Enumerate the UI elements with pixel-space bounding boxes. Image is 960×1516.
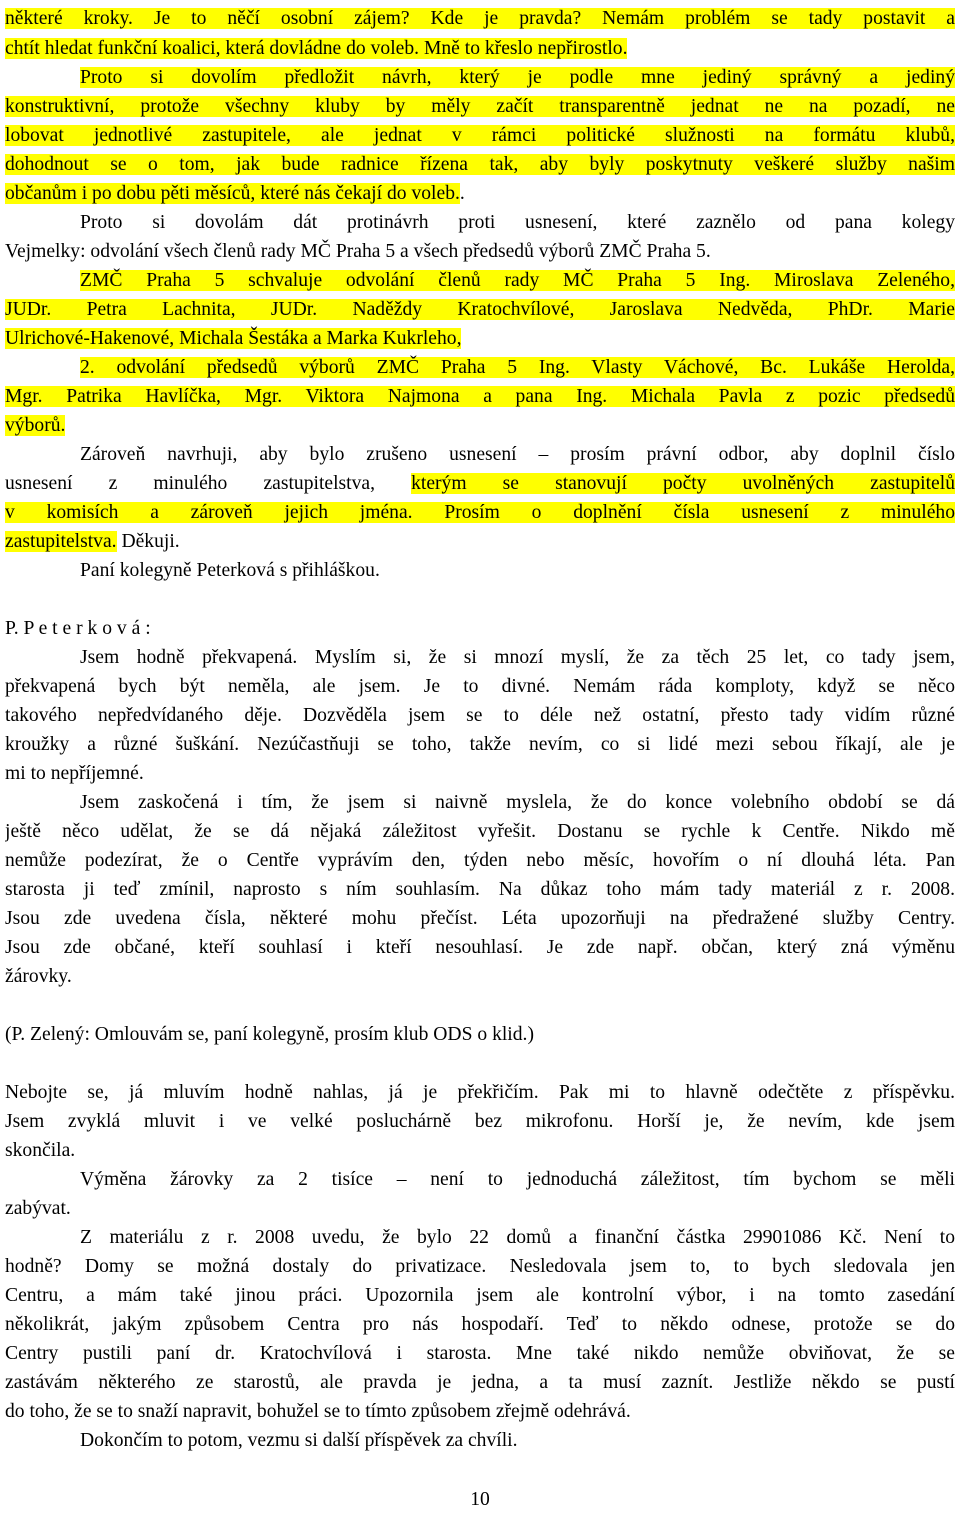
text-line [5, 1397, 955, 1427]
text-segment: Centry pustili paní dr. Kratochvílová i starosta. Mne také nikdo nemůže obviňovat, že se [5, 1343, 955, 1364]
text-segment: Jsem zaskočená i tím, že jsem si naivně myslela, že do konce volebního období se dá [80, 792, 955, 813]
text-segment: nemůže podezírat, že o Centře vyprávím den, týden nebo měsíc, hovořím o ní dlouhá léta. Pan [5, 850, 955, 871]
highlighted-text: v komisích a zároveň jejich jména. Prosím o doplnění čísla usnesení z minulého [5, 502, 955, 523]
text-segment: Paní kolegyně Peterková s přihláškou. [80, 560, 380, 581]
highlighted-text: některé kroky. Je to něčí osobní zájem? Kde je pravda? Nemám problém se tady postavit a [5, 8, 955, 29]
text-segment: (P. Zelený: Omlouvám se, paní kolegyně, prosím klub ODS o klid.) [5, 1024, 534, 1045]
text-segment: Jsou zde uvedena čísla, některé mohu přečíst. Léta upozorňuji na předražené služby Centry. [5, 908, 955, 929]
text-line [80, 266, 955, 296]
text-line [5, 759, 955, 789]
text-line [5, 498, 955, 528]
highlighted-text: Ulrichové-Hakenové, Michala Šestáka a Marka Kukrleho, [5, 328, 462, 349]
text-segment: . [459, 183, 465, 204]
text-line [80, 1223, 955, 1253]
text-segment: zabývat. [5, 1198, 71, 1219]
text-segment: do toho, že se to snaží napravit, bohužel se to tímto způsobem zřejmě odehrává. [5, 1401, 631, 1422]
highlighted-text: JUDr. Petra Lachnita, JUDr. Naděždy Kratochvílové, Jaroslava Nedvěda, PhDr. Marie [5, 299, 955, 320]
text-line [5, 962, 955, 992]
text-segment: starosta ji teď zmínil, naprosto s ním souhlasím. Na důkaz toho mám tady materiál z r. 2008. [5, 879, 955, 900]
text-line [5, 1194, 955, 1224]
text-line [5, 1107, 955, 1137]
text-line [5, 730, 955, 760]
text-line [80, 1426, 955, 1456]
highlighted-text: Mgr. Patrika Havlíčka, Mgr. Viktora Najmona a pana Ing. Michala Pavla z pozic předsedů [5, 386, 955, 407]
text-segment: žárovky. [5, 966, 72, 987]
text-segment: Zároveň navrhuji, aby bylo zrušeno usnesení – prosím právní odbor, aby doplnil číslo [80, 444, 955, 465]
highlighted-text: dohodnout se o tom, jak bude radnice řízena tak, aby byly poskytnuty veškeré služby našim [5, 154, 955, 175]
text-line [5, 1252, 955, 1282]
text-line [5, 382, 955, 412]
text-segment: Jsem hodně překvapená. Myslím si, že si mnozí myslí, že za těch 25 let, co tady jsem, [80, 647, 955, 668]
text-line [5, 614, 955, 644]
text-line [5, 933, 955, 963]
text-line [80, 63, 955, 93]
highlighted-text: chtít hledat funkční koalici, která dovládne do voleb. Mně to křeslo nepřirostlo. [5, 38, 628, 59]
text-segment: usnesení z minulého zastupitelstva, [5, 473, 412, 494]
text-line [5, 875, 955, 905]
text-segment: Výměna žárovky za 2 tisíce – není to jednoduchá záležitost, tím bychom se měli [80, 1169, 955, 1190]
highlighted-text: konstruktivní, protože všechny kluby by měly začít transparentně jednat ne na pozadí, ne [5, 96, 955, 117]
highlighted-text: výborů. [5, 415, 66, 436]
text-line [80, 1165, 955, 1195]
text-segment: Jsou zde občané, kteří souhlasí i kteří nesouhlasí. Je zde např. občan, který zná výměnu [5, 937, 955, 958]
text-line [80, 208, 955, 238]
highlighted-text: občanům i po dobu pěti měsíců, které nás čekají do voleb. [5, 183, 460, 204]
text-line [5, 1368, 955, 1398]
text-segment: Dokončím to potom, vezmu si další příspěvek za chvíli. [80, 1430, 518, 1451]
text-segment: Proto si dovolám dát protinávrh proti usnesení, které zaznělo od pana kolegy [80, 212, 955, 233]
text-line [5, 846, 955, 876]
text-line [5, 411, 955, 441]
text-line [80, 556, 955, 586]
text-segment: P. P e t e r k o v á : [5, 618, 151, 639]
text-segment: mi to nepříjemné. [5, 763, 144, 784]
text-segment: kroužky a různé šuškání. Nezúčastňuji se toho, takže nevím, co si lidé mezi sebou říkají, ale je [5, 734, 955, 755]
highlighted-text: zastupitelstva. [5, 531, 117, 552]
text-line [80, 643, 955, 673]
text-line [5, 672, 955, 702]
text-line [5, 1020, 955, 1050]
text-line [5, 121, 955, 151]
text-segment: Nebojte se, já mluvím hodně nahlas, já je překřičím. Pak mi to hlavně odečtěte z příspěvku. [5, 1082, 955, 1103]
highlighted-text: ZMČ Praha 5 schvaluje odvolání členů rady MČ Praha 5 Ing. Miroslava Zeleného, [80, 270, 955, 291]
text-segment: skončila. [5, 1140, 76, 1161]
highlighted-text: kterým se stanovují počty uvolněných zastupitelů [411, 473, 955, 494]
text-line [5, 295, 955, 325]
text-line [5, 1281, 955, 1311]
text-line [5, 150, 955, 180]
text-segment: takového nepředvídaného děje. Dozvěděla jsem se to déle než ostatní, přesto tady vidím různé [5, 705, 955, 726]
text-line [5, 701, 955, 731]
text-segment: ještě něco udělat, že se dá nějaká záležitost vyřešit. Dostanu se rychle k Centře. Nikdo mě [5, 821, 955, 842]
text-segment: Jsem zvyklá mluvit i ve velké posluchárně bez mikrofonu. Horší je, že nevím, kde jsem [5, 1111, 955, 1132]
text-line [5, 324, 955, 354]
text-line [80, 353, 955, 383]
text-segment: Centru, a mám také jinou práci. Upozornila jsem ale kontrolní výbor, i na tomto zasedání [5, 1285, 955, 1306]
text-segment: zastávám některého ze starostů, ale pravda je jedna, a ta musí zaznít. Jestliže někdo se pustí [5, 1372, 955, 1393]
text-segment: překvapená bych být neměla, ale jsem. Je to divné. Nemám ráda komploty, když se něco [5, 676, 955, 697]
text-line [5, 1310, 955, 1340]
text-line [80, 440, 955, 470]
text-line [5, 179, 955, 209]
highlighted-text: Proto si dovolím předložit návrh, který je podle mne jediný správný a jediný [80, 67, 955, 88]
text-segment: několikrát, jakým způsobem Centra pro nás hospodaří. Teď to někdo odnese, protože se do [5, 1314, 955, 1335]
highlighted-text: 2. odvolání předsedů výborů ZMČ Praha 5 Ing. Vlasty Váchové, Bc. Lukáše Herolda, [80, 357, 955, 378]
text-line [5, 469, 955, 499]
text-line [5, 1339, 955, 1369]
text-line [5, 904, 955, 934]
text-line [5, 1136, 955, 1166]
text-segment: Z materiálu z r. 2008 uvedu, že bylo 22 domů a finanční částka 29901086 Kč. Není to [80, 1227, 955, 1248]
text-line [80, 788, 955, 818]
text-segment: Vejmelky: odvolání všech členů rady MČ Praha 5 a všech předsedů výborů ZMČ Praha 5. [5, 241, 711, 262]
text-line [5, 34, 955, 64]
text-line [5, 817, 955, 847]
text-line [5, 4, 955, 34]
text-segment: hodně? Domy se možná dostaly do privatizace. Nesledovala jsem to, to bych sledovala jen [5, 1256, 955, 1277]
highlighted-text: lobovat jednotlivé zastupitele, ale jednat v rámci politické služnosti na formátu klubů, [5, 125, 955, 146]
page-number: 10 [470, 1489, 490, 1510]
text-segment: Děkuji. [116, 531, 180, 552]
text-line [5, 92, 955, 122]
text-line [5, 237, 955, 267]
text-line [5, 527, 955, 557]
text-line [5, 1078, 955, 1108]
